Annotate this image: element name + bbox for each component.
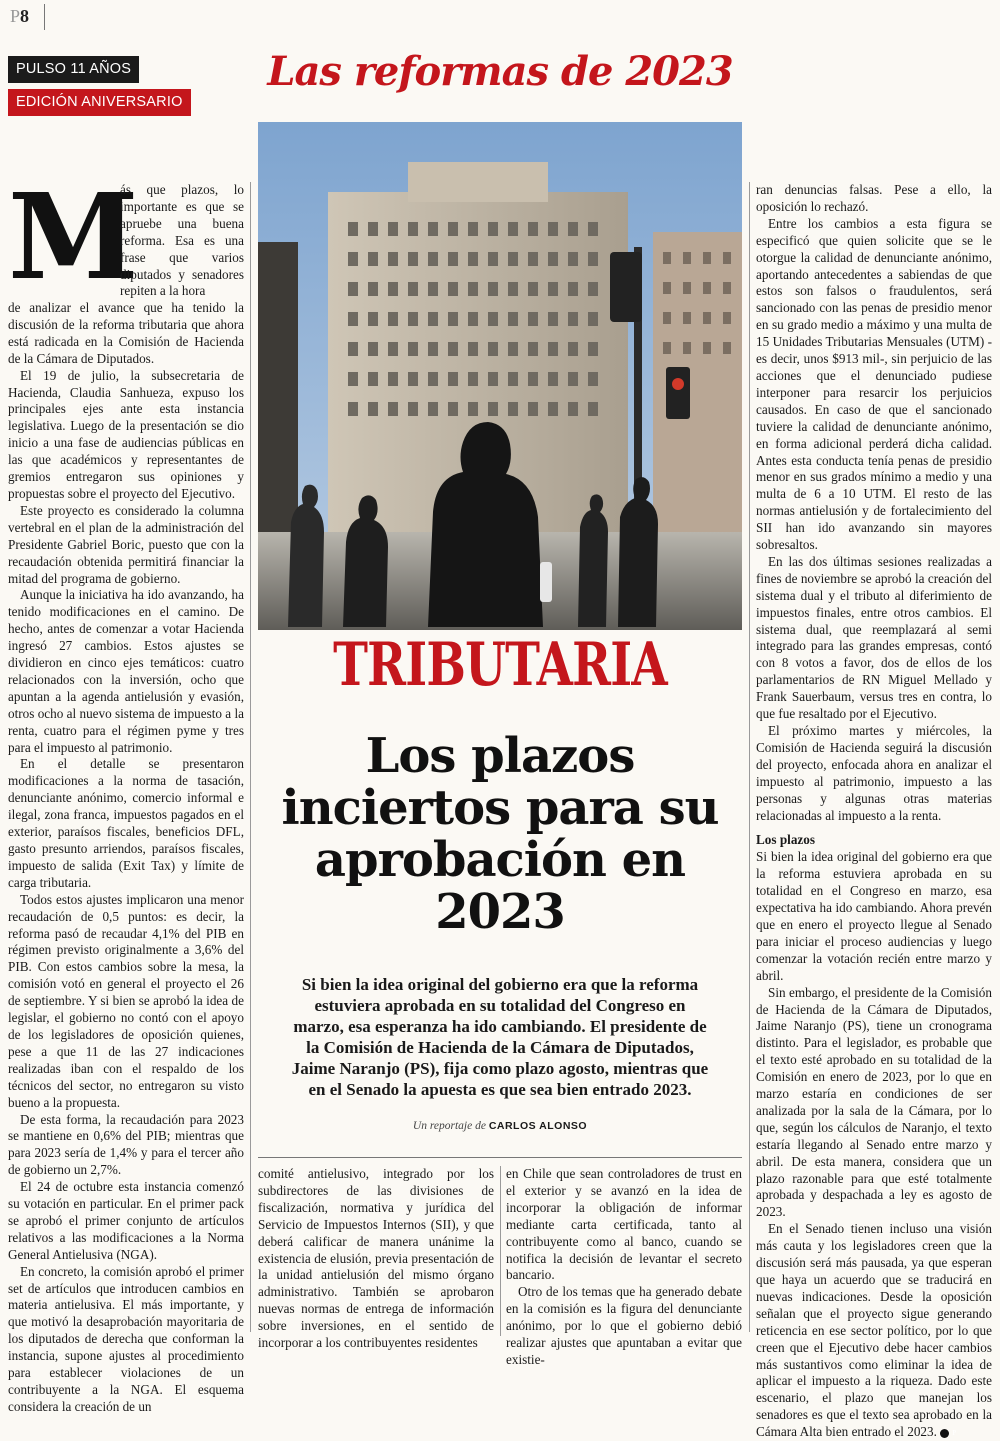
byline — [258, 1120, 742, 1132]
section-title: Las reformas de 2023 — [267, 48, 733, 95]
edition-tag: EDICIÓN ANIVERSARIO — [8, 89, 191, 116]
drop-cap: M — [8, 167, 139, 306]
column-divider — [749, 182, 750, 1332]
paragraph: Todos estos ajustes implicaron una menor recaudación de 0,5 puntos: es decir, la reforma pasó de recaudar 4,1% del PIB en régimen previsto originalmente a 3,6% del PIB. Con estos cambios sobre la mesa, la comisión votó en general el proyecto el 26 de septiembre. Y si bien se aprobó la idea de legislar, el gobierno no contó con el apoyo de los legisladores de oposición quienes, pese a que 11 de las 27 indicaciones realizadas iban con el respaldo de los técnicos del sector, no entregaron su visto bueno a la propuesta. — [8, 891, 244, 1110]
page-number: P8 — [10, 6, 30, 26]
paragraph: El próximo martes y miércoles, la Comisión de Hacienda seguirá la discusión del proyecto, enfocada ahora en analizar el impuesto al patrimonio, impuesto a las personas y algunas otras materias relacionadas al impuesto a la renta. — [756, 723, 992, 823]
kicker: TRIBUTARIA — [333, 630, 667, 700]
column-3 — [506, 1166, 742, 1369]
street-photo — [258, 122, 742, 630]
intro-text — [120, 182, 244, 300]
paragraph: Otro de los temas que ha generado debate en la comisión es la figura del denunciante anónimo, por lo que el gobierno debió realizar ajustes que apuntaban a evitar que existie- — [506, 1284, 742, 1367]
paragraph: ran denuncias falsas. Pese a ello, la oposición lo rechazó. — [756, 182, 992, 214]
paragraph: Aunque la iniciativa ha ido avanzando, ha tenido modificaciones en el camino. De hecho, antes de comenzar a votar Hacienda ingresó 27 cambios. Estos ajustes se dividieron en cinco ejes temáticos: cuatro relacionados con la inversión, ocho que apuntan a la agenda antielusión y evasión, otros ocho al nuevo sistema de impuesto a la renta, cuatro para el régimen pyme y tres para el impuesto al patrimonio. — [8, 587, 244, 755]
column-divider — [500, 1166, 501, 1336]
column-1 — [8, 300, 244, 1416]
paragraph: ás que plazos, lo importante es que se apruebe una buena reforma. Esa es una frase que varios diputados y senadores repiten a la hora — [120, 182, 244, 299]
paragraph: Si bien la idea original del gobierno era que la reforma estuviera aprobada en su totalidad en el Congreso en marzo, esa expectativa ha ido cambiando. Ahora prevén que en enero el proyecto llegue al Senado para iniciar el proceso audiencias y luego comenzar la votación recién entre marzo y abril. — [756, 849, 992, 983]
paragraph: En el Senado tienen incluso una visión más cauta y los legisladores creen que la discusión será más pausada, ya que esperan que haya un acuerdo que se traducirá en nuevas indicaciones. Desde la oposición señalan que el proyecto sigue generando reticencia en ese sector político, por lo que creen que el Ejecutivo debe hacer cambios más sustantivos como eliminar la idea de aplicar el impuesto a la riqueza. Dado este escenario, el plazo que manejan los senadores es que el texto sea aprobado en la Cámara Alta bien entrado el 2023. P — [756, 1221, 992, 1440]
paragraph: Entre los cambios a esta figura se especificó que quien solicite que se le otorgue la calidad de denunciante anónimo, aportando antecedentes a sabiendas de que estos son falsos o fraudulentos, será sancionado con las penas de presidio menor en su grado medio a máximo y una multa de 15 Unidades Tributarias Mensuales (UTM) -es decir, unos $913 mil-, sin perjuicio de las acciones que el denunciado pudiese interponer para resarcir los perjuicios causados. En caso de que el sancionado tuviere la calidad de denunciante anónimo, en forma adicional perderá dicha calidad. Antes esta conducta tenía penas de presidio menor en sus grados mínimo a medio y una multa de 6 a 10 UTM. El resto de las normas antielusión y de fortalecimiento del SII han ido avanzando sin mayores sobresaltos. — [756, 215, 992, 553]
headline: Los plazos inciertos para su aprobación en 2023 — [281, 728, 719, 940]
subheading: Los plazos — [756, 832, 815, 848]
byline-prefix: Un reportaje de — [412, 1120, 486, 1132]
header-divider — [44, 4, 45, 30]
paragraph: Este proyecto es considerado la columna vertebral en el plan de la administración del Presidente Gabriel Boric, puesto que con la recaudación obtenida permitirá financiar la mitad del programa de gobierno. — [8, 502, 244, 586]
byline-author: CARLOS ALONSO — [488, 1120, 588, 1132]
column-4 — [756, 182, 992, 1441]
column-divider — [250, 182, 251, 1332]
paragraph: En las dos últimas sesiones realizadas a fines de noviembre se aprobó la creación del sistema dual y el tributo al diferimiento de impuestos finales, entre otros cambios. El sistema dual, que reemplazará al semi integrado para las grandes empresas, contó con 8 votos a favor, dos de ellos de los parlamentarios de RN Miguel Mellado y Frank Sauerbaum, versus tres en contra, lo que fue resaltado por el Ejecutivo. — [756, 553, 992, 722]
pulso-tag: PULSO 11 AÑOS — [8, 56, 139, 83]
paragraph: comité antielusivo, integrado por los subdirectores de las divisiones de fiscalización, normativa y jurídica del Servicio de Impuestos Internos (SII), y que deberá calificar de manera unánime la existencia de elusión, previa presentación de la unidad antielusión del mismo órgano administrativo. También se aprobaron nuevas normas de entrega de información sobre inversiones, en el sentido de incorporar a los contribuyentes residentes — [258, 1166, 494, 1351]
dek: Si bien la idea original del gobierno era que la reforma estuviera aprobada en su totalidad del Congreso en marzo, esa esperanza ha ido cambiando. El presidente de la Comisión de Hacienda de la Cámara de Diputados, Jaime Naranjo (PS), fija como plazo agosto, mientras que en el Senado la apuesta es que sea bien entrado 2023. — [291, 975, 709, 1099]
paragraph: Sin embargo, el presidente de la Comisión de Hacienda de la Cámara de Diputados, Jaime Naranjo (PS), tiene un cronograma distinto. Para el legislador, es probable que el texto esté aprobado en su totalidad de la Comisión en enero de 2023, por lo que en marzo estaría en condiciones de ser analizada por la sala de la Cámara, por lo que, según los cálculos de Naranjo, el texto estaría llegando al Senado entre marzo y abril. De esta manera, considera que un plazo razonable para que esté totalmente aprobada y despachada a ley es agosto de 2023. — [756, 984, 992, 1220]
section-rule — [258, 1157, 742, 1158]
paragraph: En concreto, la comisión aprobó el primer set de artículos que introducen cambios en materia antielusiva. El más importante, y que motivó la desaprobación mayoritaria de los diputados de derecha que conforman la instancia, supone ajustes al procedimiento para establecer violaciones de un contribuyente a la NGA. El esquema considera la creación de un — [8, 1263, 244, 1414]
paragraph: El 19 de julio, la subsecretaria de Hacienda, Claudia Sanhueza, expuso los principales ejes ante esta instancia legislativa. Luego de la presentación se dio inicio a una fase de audiencias públicas en las que académicos y representantes de gremios entregaron sus opiniones y propuestas sobre el proyecto del Ejecutivo. — [8, 367, 244, 501]
paragraph: En el detalle se presentaron modificaciones a la norma de tasación, denunciante anónimo, comercio informal e ilegal, zona franca, impuestos pagados en el exterior, paraísos fiscales, beneficios DFL, gasto presunto arriendos, paraísos fiscales, impuesto de salida (Exit Tax) y límite de carga tributaria. — [8, 756, 244, 890]
paragraph: De esta forma, la recaudación para 2023 se mantiene en 0,6% del PIB; mientras que para 2023 sería de 1,4% y para el tercer año de gobierno un 2,7%. — [8, 1111, 244, 1178]
column-2 — [258, 1166, 494, 1352]
paragraph: de analizar el avance que ha tenido la discusión de la reforma tributaria que ahora está radicada en la Comisión de Hacienda de la Cámara de Diputados. — [8, 300, 244, 366]
end-mark-icon: P — [940, 1429, 949, 1438]
paragraph: El 24 de octubre esta instancia comenzó su votación en particular. En el primer pack se aprobó el primer conjunto de artículos relativos a las modificaciones a la Norma General Antielusiva (NGA). — [8, 1179, 244, 1262]
paragraph: en Chile que sean controladores de trust en el exterior y se avanzó en la idea de incorporar la obligación de informar mediante carta certificada, tanto al contribuyente como al banco, cuando se notifica la decisión de levantar el secreto bancario. — [506, 1166, 742, 1283]
